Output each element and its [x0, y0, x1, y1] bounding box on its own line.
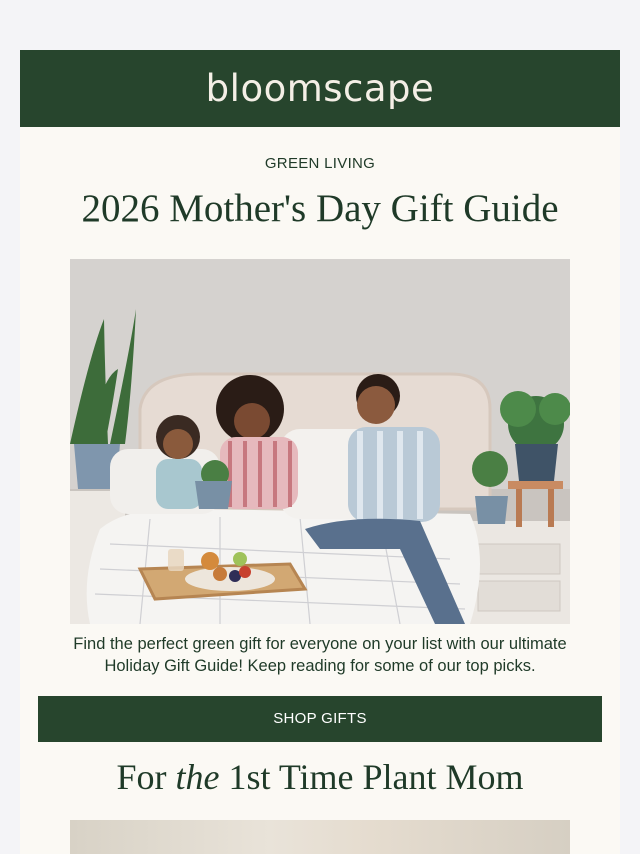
hero-illustration [70, 259, 570, 624]
brand-logo[interactable]: bloomscape [205, 67, 435, 110]
section-title-emphasis: the [175, 757, 220, 797]
eyebrow-label: GREEN LIVING [264, 155, 376, 172]
email-header [20, 50, 620, 127]
page-title: 2026 Mother's Day Gift Guide [81, 187, 559, 230]
section-image[interactable] [70, 820, 570, 854]
shop-gifts-button[interactable]: SHOP GIFTS [38, 696, 602, 742]
section-title-before: For [116, 757, 176, 797]
intro-text: Find the perfect green gift for everyone on your list with our ultimate Holiday Gift Guide! Keep reading for some of our top picks. [73, 635, 567, 675]
section-title [20, 756, 620, 798]
email-body [20, 50, 620, 854]
hero-image[interactable] [70, 259, 570, 624]
section-title-after: 1st Time Plant Mom [219, 757, 524, 797]
